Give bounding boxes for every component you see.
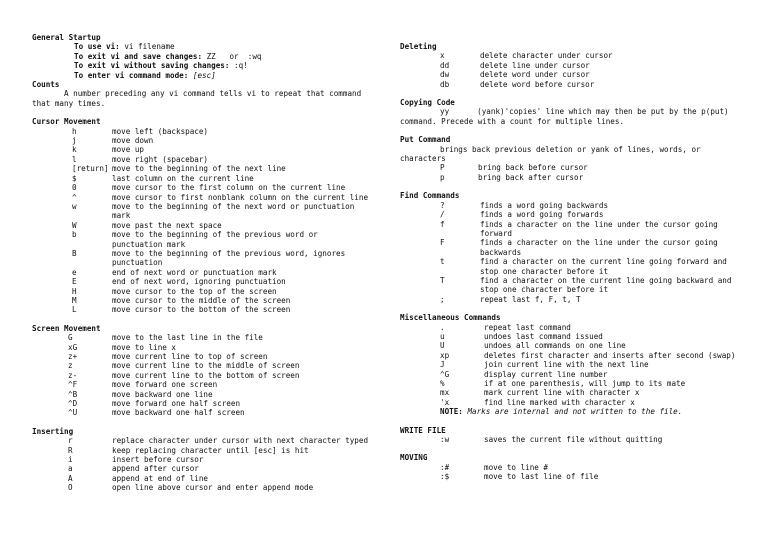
command-row [32, 390, 372, 399]
command-row [32, 221, 372, 230]
command-row [32, 296, 372, 305]
command-description: delete word before cursor [480, 79, 595, 89]
command-row [400, 220, 740, 239]
command-key: . [440, 322, 445, 332]
command-description: move backward one half screen [112, 408, 245, 418]
command-row [400, 163, 740, 172]
command-key: :# [440, 462, 450, 472]
command-key: ; [440, 294, 445, 304]
note-text: Marks are internal and not written to the file. [467, 407, 683, 417]
command-key: E [72, 277, 77, 287]
command-description: deletes first character and inserts after second (swap) [484, 350, 736, 360]
right-column [400, 42, 740, 491]
command-key: T [440, 275, 445, 285]
command-key: xp [440, 350, 450, 360]
find-section [400, 191, 740, 304]
command-description: move right (spacebar) [112, 154, 209, 164]
command-description: move cursor to first nonblank column on the current line [112, 192, 369, 202]
command-row [400, 201, 740, 210]
misc-section [400, 313, 740, 416]
command-row [32, 474, 372, 483]
command-description: find a character on the current line going backward and stop one character before it [480, 275, 732, 295]
command-description: open line above cursor and enter append mode [112, 483, 314, 493]
command-key: h [72, 126, 77, 136]
command-description: append at end of line [112, 473, 209, 483]
command-key: O [68, 483, 73, 493]
command-description: move left (backspace) [112, 126, 209, 136]
command-description: move forward one screen [112, 380, 218, 390]
command-row [32, 305, 372, 314]
command-row [400, 276, 740, 295]
command-description: move down [112, 136, 154, 146]
command-key: W [72, 220, 77, 230]
command-row [400, 323, 740, 332]
command-key: / [440, 210, 445, 220]
note-label: NOTE [440, 407, 459, 417]
command-key: U [440, 341, 445, 351]
command-row [32, 333, 372, 342]
command-key: ^G [440, 369, 450, 379]
startup-row: To exit vi and save changes : ZZ or :wq [74, 51, 262, 61]
command-description: finds a word going forwards [480, 210, 604, 220]
command-description: move backward one line [112, 389, 213, 399]
command-row [400, 463, 740, 472]
command-description: move cursor to the bottom of the screen [112, 305, 291, 315]
command-key: k [72, 145, 77, 155]
command-description: find line marked with character x [484, 397, 635, 407]
startup-value: vi filename [124, 42, 175, 52]
command-key: r [68, 436, 73, 446]
counts-text: A number preceding any vi command tells vi to repeat that command that many times. [32, 89, 362, 108]
command-key: db [440, 79, 450, 89]
command-key: $ [72, 173, 77, 183]
command-key: u [440, 331, 445, 341]
command-key: j [72, 136, 77, 146]
command-key: w [72, 201, 77, 211]
command-description: last column on the current line [112, 173, 254, 183]
command-key: ^ [72, 192, 77, 202]
command-description: delete line under cursor [480, 60, 590, 70]
section-title: Counts [32, 80, 60, 90]
command-key: :w [440, 435, 450, 445]
command-description: move to last line of file [484, 472, 599, 482]
command-key: dw [440, 70, 450, 80]
command-key: x [440, 51, 445, 61]
command-description: find a character on the current line going forward and stop one character before it [480, 257, 727, 276]
command-row [32, 380, 372, 389]
command-row [400, 61, 740, 70]
command-description: move to line x [112, 342, 177, 352]
command-row [400, 210, 740, 219]
command-key: b [72, 230, 77, 240]
command-row [400, 388, 740, 397]
section-title: General Startup [32, 33, 101, 42]
command-row [32, 343, 372, 352]
command-row [400, 398, 740, 407]
command-row [400, 435, 740, 444]
command-key: z+ [68, 352, 78, 361]
moving-section [400, 453, 740, 481]
delete-rows [400, 51, 740, 89]
command-row [400, 51, 740, 60]
write-rows [400, 435, 740, 444]
startup-value: :q! [234, 61, 248, 71]
command-row [32, 446, 372, 455]
command-row [32, 193, 372, 202]
command-row [400, 80, 740, 89]
command-description: finds a word going backwards [480, 200, 609, 210]
command-row [400, 257, 740, 276]
general-startup-section [32, 33, 372, 108]
moving-rows [400, 463, 740, 482]
command-row [400, 472, 740, 481]
command-key: J [440, 360, 445, 370]
command-description: repeat last f, F, t, T [480, 294, 581, 304]
command-key: z- [68, 370, 78, 380]
command-description: move to the beginning of the next word or punctuation mark [112, 201, 355, 221]
command-row [32, 436, 372, 445]
command-key: A [68, 473, 73, 483]
command-key: xG [68, 342, 78, 352]
section-title: Screen Movement [32, 323, 101, 333]
command-row [32, 202, 372, 221]
command-description: move up [112, 145, 145, 155]
command-row [32, 371, 372, 380]
command-key: R [68, 445, 73, 455]
command-row [32, 145, 372, 154]
deleting-section [400, 42, 740, 89]
section-title: WRITE FILE [400, 425, 446, 435]
command-description: saves the current file without quitting [484, 435, 663, 445]
command-key: e [72, 267, 77, 277]
insert-rows [32, 436, 372, 492]
section-title: MOVING [400, 453, 428, 463]
command-key: 0 [72, 183, 77, 193]
section-title: Cursor Movement [32, 117, 101, 127]
command-key: ^U [68, 408, 78, 418]
command-description: finds a character on the line under the cursor going backwards [480, 238, 718, 257]
section-title: Deleting [400, 42, 437, 51]
command-description: move cursor to the top of the screen [112, 286, 277, 296]
command-key: dd [440, 60, 450, 70]
command-row [32, 399, 372, 408]
copy-key: yy [440, 107, 450, 117]
inserting-section [32, 427, 372, 493]
command-description: move to the beginning of the previous word, ignores punctuation [112, 248, 346, 268]
put-text: brings back previous deletion or yank of lines, words, or characters [400, 144, 701, 164]
command-description: move current line to the bottom of screen [112, 370, 300, 380]
command-row [400, 351, 740, 360]
command-row [32, 408, 372, 417]
screen-movement-section [32, 324, 372, 418]
command-row [400, 332, 740, 341]
command-description: move forward one half screen [112, 399, 241, 409]
misc-rows [400, 323, 740, 408]
command-description: finds a character on the line under the cursor going forward [480, 219, 718, 238]
copy-desc: (yank)'copies' line which may then be put by the p(put) command. Precede with a count for multiple lines. [400, 107, 729, 126]
write-file-section [400, 426, 740, 445]
command-row [32, 361, 372, 370]
command-description: move to the last line in the file [112, 333, 263, 343]
command-row [400, 341, 740, 350]
command-key: a [68, 464, 73, 474]
command-row [32, 164, 372, 173]
copying-text [400, 107, 740, 126]
startup-label: To use vi [74, 42, 116, 52]
cursor-movement-section [32, 117, 372, 315]
command-key: f [440, 219, 445, 229]
command-key: z [68, 361, 73, 371]
command-row [400, 295, 740, 304]
startup-row: To use vi : vi filename [74, 42, 175, 52]
command-description: replace character under cursor with next character typed [112, 436, 369, 446]
command-key: G [68, 333, 73, 343]
command-key: M [72, 295, 77, 305]
command-key: :$ [440, 472, 450, 482]
command-key: P [440, 163, 445, 173]
command-description: move cursor to the first column on the current line [112, 183, 346, 193]
command-description: mark current line with character x [484, 388, 640, 398]
command-description: bring back before cursor [478, 163, 588, 173]
startup-row: To enter vi command mode : [esc] [74, 70, 216, 80]
command-description: end of next word, ignoring punctuation [112, 277, 286, 287]
put-section [400, 135, 740, 182]
cursor-rows [32, 127, 372, 315]
command-description: display current line number [484, 369, 608, 379]
command-description: move to the beginning of the next line [112, 164, 286, 174]
command-row [32, 230, 372, 249]
command-description: undoes last command issued [484, 331, 603, 341]
command-key: ^B [68, 389, 78, 399]
command-row [32, 183, 372, 192]
startup-value: [esc] [192, 70, 216, 80]
command-key: [return] [72, 164, 109, 174]
command-description: end of next word or punctuation mark [112, 267, 277, 277]
command-description: delete word under cursor [480, 70, 590, 80]
command-key: t [440, 257, 445, 267]
command-row [32, 287, 372, 296]
command-row [400, 70, 740, 79]
command-row [400, 370, 740, 379]
command-key: ? [440, 200, 445, 210]
section-title: Inserting [32, 426, 74, 436]
command-description: move to the beginning of the previous word or punctuation mark [112, 230, 318, 249]
command-description: move current line to top of screen [112, 352, 268, 361]
copying-section [400, 98, 740, 126]
command-description: move past the next space [112, 220, 222, 230]
command-description: join current line with the next line [484, 360, 649, 370]
command-row [32, 455, 372, 464]
command-key: B [72, 248, 77, 258]
command-key: L [72, 305, 77, 315]
startup-value: ZZ or :wq [206, 51, 262, 61]
command-row [32, 127, 372, 136]
command-row [400, 238, 740, 257]
command-row [400, 173, 740, 182]
command-description: undoes all commands on one line [484, 341, 626, 351]
command-description: keep replacing character until [esc] is hit [112, 445, 309, 455]
command-description: delete character under cursor [480, 51, 613, 61]
startup-label: To exit vi and save changes [74, 51, 198, 61]
command-description: insert before cursor [112, 455, 204, 465]
command-row [32, 249, 372, 268]
section-title: Miscellaneous Commands [400, 313, 501, 323]
section-title: Put Command [400, 135, 451, 145]
command-row [32, 464, 372, 473]
find-rows [400, 201, 740, 304]
startup-label: To enter vi command mode [74, 70, 184, 80]
command-key: ^D [68, 399, 78, 409]
command-description: append after cursor [112, 464, 199, 474]
command-row [32, 277, 372, 286]
command-row [32, 352, 372, 361]
note-row: NOTE : Marks are internal and not written to the file. [440, 407, 683, 417]
startup-label: To exit vi without saving changes [74, 61, 225, 71]
section-title: Find Commands [400, 191, 460, 201]
command-row [32, 483, 372, 492]
command-row [400, 379, 740, 388]
command-key: ^F [68, 380, 78, 390]
command-row [32, 155, 372, 164]
left-column [32, 33, 372, 502]
command-description: bring back after cursor [478, 172, 584, 182]
command-key: F [440, 238, 445, 248]
command-description: move cursor to the middle of the screen [112, 295, 291, 305]
put-rows [400, 163, 740, 182]
command-description: if at one parenthesis, will jump to its mate [484, 379, 686, 388]
command-row [400, 360, 740, 369]
command-key: H [72, 286, 77, 296]
startup-row: To exit vi without saving changes : :q! [74, 61, 248, 71]
screen-rows [32, 333, 372, 418]
command-key: % [440, 379, 445, 388]
command-row [32, 136, 372, 145]
command-key: p [440, 172, 445, 182]
command-key: 'x [440, 397, 450, 407]
command-key: i [68, 455, 73, 465]
command-key: l [72, 154, 77, 164]
command-description: repeat last command [484, 322, 571, 332]
section-title: Copying Code [400, 98, 455, 108]
command-description: move current line to the middle of screen [112, 361, 300, 371]
command-key: mx [440, 388, 450, 398]
command-description: move to line # [484, 462, 549, 472]
command-row [32, 268, 372, 277]
command-row [32, 174, 372, 183]
